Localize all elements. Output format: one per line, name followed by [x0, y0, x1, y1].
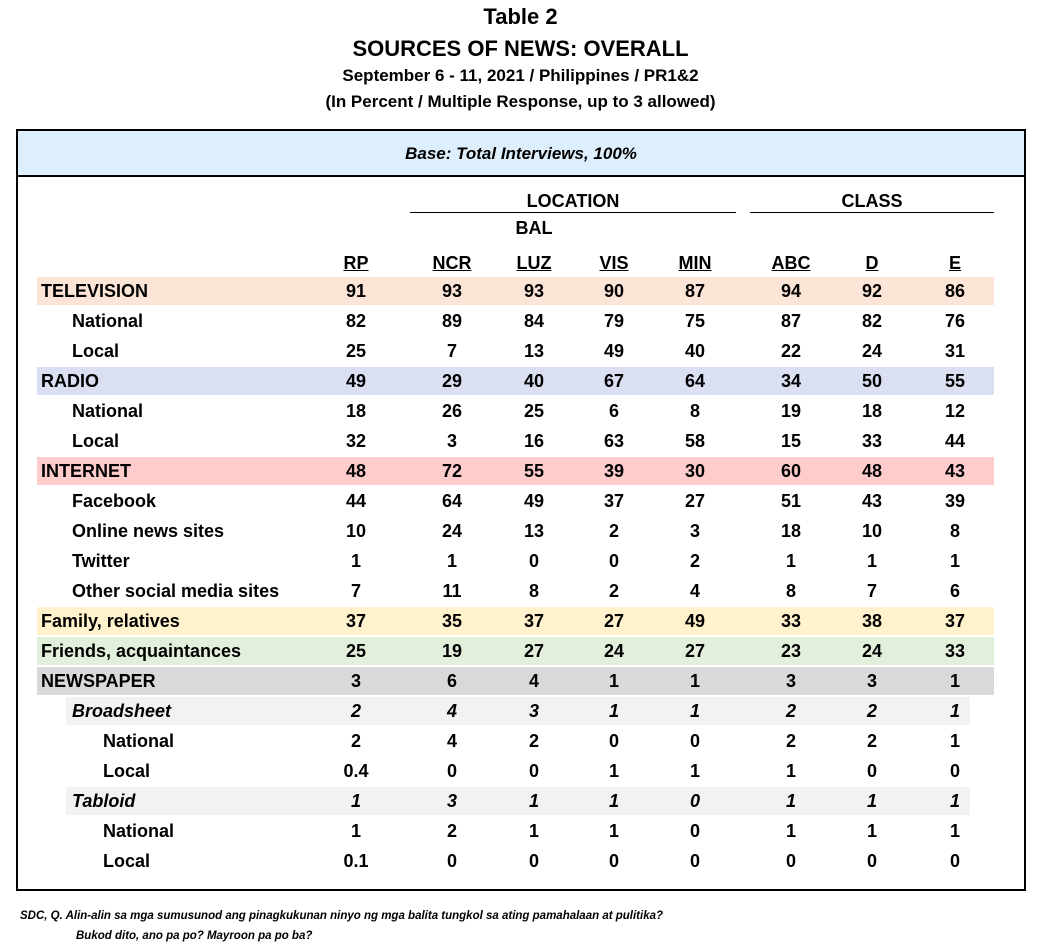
row-label: Friends, acquaintances: [41, 641, 242, 661]
cell-vis: 24: [603, 641, 625, 661]
table-row: [0, 756, 1041, 786]
cell-luz: 0: [528, 851, 539, 871]
cell-rp: 2: [350, 701, 361, 721]
cell-vis: 2: [608, 521, 619, 541]
table-row: [0, 306, 1041, 336]
row-label: Online news sites: [72, 521, 225, 541]
cell-vis: 67: [603, 371, 625, 391]
cell-vis: 2: [608, 581, 619, 601]
cell-ncr: 4: [446, 731, 457, 751]
row-label: Family, relatives: [41, 611, 180, 631]
cell-luz: 0: [528, 551, 539, 571]
cell-vis: 0: [608, 731, 619, 751]
cell-d: 38: [861, 611, 883, 631]
cell-ncr: 89: [441, 311, 463, 331]
cell-luz: 4: [528, 671, 539, 691]
cell-abc: 1: [785, 821, 796, 841]
cell-ncr: 0: [446, 851, 457, 871]
cell-vis: 27: [603, 611, 625, 631]
cell-e: 86: [944, 281, 966, 301]
cell-e: 1: [949, 821, 960, 841]
table-row: [0, 816, 1041, 846]
cell-e: 1: [949, 551, 960, 571]
cell-luz: 93: [523, 281, 545, 301]
cell-d: 43: [861, 491, 883, 511]
cell-ncr: 24: [441, 521, 463, 541]
table-row: [0, 606, 1041, 636]
footnote-probe: Bukod dito, ano pa po? Mayroon pa po ba?: [76, 930, 313, 942]
cell-ncr: 93: [441, 281, 463, 301]
cell-luz: 0: [528, 761, 539, 781]
table-row: [0, 426, 1041, 456]
cell-luz: 2: [528, 731, 539, 751]
cell-e: 8: [949, 521, 960, 541]
cell-d: 24: [861, 341, 883, 361]
cell-ncr: 64: [441, 491, 463, 511]
cell-vis: 39: [603, 461, 625, 481]
cell-luz: 1: [528, 821, 539, 841]
cell-d: 92: [861, 281, 883, 301]
cell-rp: 0.4: [343, 761, 369, 781]
cell-min: 2: [689, 551, 700, 571]
row-label: Local: [72, 341, 120, 361]
row-label: Twitter: [72, 551, 130, 571]
cell-vis: 79: [603, 311, 625, 331]
cell-min: 0: [689, 791, 700, 811]
cell-vis: 49: [603, 341, 625, 361]
cell-e: 0: [949, 851, 960, 871]
cell-vis: 1: [608, 821, 619, 841]
cell-abc: 23: [780, 641, 802, 661]
cell-min: 0: [689, 731, 700, 751]
cell-abc: 1: [785, 761, 796, 781]
cell-luz: 37: [523, 611, 545, 631]
cell-min: 3: [689, 521, 700, 541]
cell-d: 7: [866, 581, 877, 601]
cell-abc: 1: [785, 551, 796, 571]
table-number: Table 2: [483, 4, 558, 29]
cell-rp: 25: [345, 641, 367, 661]
table-row: [0, 636, 1041, 666]
cell-ncr: 1: [446, 551, 457, 571]
cell-vis: 1: [608, 701, 619, 721]
cell-d: 1: [866, 551, 877, 571]
cell-ncr: 6: [446, 671, 457, 691]
cell-e: 1: [949, 731, 960, 751]
column-header-luz: LUZ: [516, 253, 552, 273]
cell-abc: 60: [780, 461, 802, 481]
cell-d: 3: [866, 671, 877, 691]
table-subtitle: September 6 - 11, 2021 / Philippines / PR1&2: [342, 66, 699, 85]
cell-vis: 1: [608, 761, 619, 781]
table-row: [0, 846, 1041, 876]
cell-abc: 18: [780, 521, 802, 541]
cell-min: 40: [684, 341, 706, 361]
cell-min: 64: [684, 371, 706, 391]
cell-min: 4: [689, 581, 700, 601]
cell-rp: 10: [345, 521, 367, 541]
column-header-ncr: NCR: [432, 253, 472, 273]
cell-abc: 8: [785, 581, 796, 601]
cell-rp: 49: [345, 371, 367, 391]
row-label: NEWSPAPER: [41, 671, 156, 691]
cell-luz: 55: [523, 461, 545, 481]
cell-abc: 0: [785, 851, 796, 871]
row-label: Local: [103, 851, 151, 871]
cell-luz: 40: [523, 371, 545, 391]
cell-luz: 1: [528, 791, 539, 811]
cell-abc: 22: [780, 341, 802, 361]
cell-luz: 3: [528, 701, 539, 721]
cell-e: 44: [944, 431, 966, 451]
row-label: TELEVISION: [41, 281, 149, 301]
cell-e: 43: [944, 461, 966, 481]
cell-d: 1: [866, 821, 877, 841]
cell-luz: 49: [523, 491, 545, 511]
cell-min: 27: [684, 641, 706, 661]
table-row: [0, 696, 1041, 726]
cell-rp: 7: [350, 581, 361, 601]
cell-rp: 1: [350, 551, 361, 571]
cell-vis: 1: [608, 671, 619, 691]
table-title: SOURCES OF NEWS: OVERALL: [352, 36, 689, 61]
cell-e: 39: [944, 491, 966, 511]
cell-ncr: 19: [441, 641, 463, 661]
table-row: [0, 456, 1041, 486]
cell-d: 0: [866, 761, 877, 781]
cell-d: 2: [866, 731, 877, 751]
table-row: [0, 336, 1041, 366]
base-banner: Base: Total Interviews, 100%: [18, 131, 1024, 177]
table-row: [0, 396, 1041, 426]
cell-vis: 0: [608, 851, 619, 871]
cell-abc: 1: [785, 791, 796, 811]
cell-e: 55: [944, 371, 966, 391]
column-header-vis: VIS: [599, 253, 629, 273]
cell-d: 1: [866, 791, 877, 811]
cell-d: 48: [861, 461, 883, 481]
cell-min: 0: [689, 821, 700, 841]
cell-luz: 25: [523, 401, 545, 421]
cell-rp: 1: [350, 821, 361, 841]
cell-ncr: 3: [446, 431, 457, 451]
cell-e: 1: [949, 701, 960, 721]
cell-vis: 37: [603, 491, 625, 511]
column-header-e: E: [948, 253, 961, 273]
cell-abc: 51: [780, 491, 802, 511]
cell-d: 0: [866, 851, 877, 871]
cell-ncr: 29: [441, 371, 463, 391]
cell-e: 12: [944, 401, 966, 421]
cell-min: 1: [689, 761, 700, 781]
cell-abc: 34: [780, 371, 802, 391]
cell-e: 6: [949, 581, 960, 601]
column-header-rp: RP: [343, 253, 369, 273]
cell-rp: 0.1: [343, 851, 369, 871]
cell-min: 8: [689, 401, 700, 421]
cell-luz: 13: [523, 521, 545, 541]
cell-vis: 0: [608, 551, 619, 571]
column-header-bal: BAL: [515, 218, 553, 238]
cell-e: 1: [949, 671, 960, 691]
cell-abc: 87: [780, 311, 802, 331]
cell-e: 0: [949, 761, 960, 781]
cell-abc: 15: [780, 431, 802, 451]
cell-min: 27: [684, 491, 706, 511]
cell-d: 50: [861, 371, 883, 391]
cell-d: 2: [866, 701, 877, 721]
cell-d: 10: [861, 521, 883, 541]
table-row: [0, 576, 1041, 606]
cell-rp: 91: [345, 281, 367, 301]
cell-rp: 18: [345, 401, 367, 421]
row-label: Local: [72, 431, 120, 451]
table-row: [0, 666, 1041, 696]
cell-luz: 16: [523, 431, 545, 451]
group-class-rule: [750, 212, 994, 213]
row-label: Tabloid: [72, 791, 136, 811]
cell-ncr: 11: [442, 581, 462, 601]
cell-rp: 1: [350, 791, 361, 811]
cell-abc: 2: [785, 731, 796, 751]
row-label: National: [103, 821, 175, 841]
cell-ncr: 35: [441, 611, 463, 631]
cell-ncr: 4: [446, 701, 457, 721]
cell-abc: 3: [785, 671, 796, 691]
row-label: National: [103, 731, 175, 751]
row-label: Broadsheet: [72, 701, 172, 721]
cell-abc: 19: [780, 401, 802, 421]
cell-luz: 13: [523, 341, 545, 361]
column-header-min: MIN: [678, 253, 712, 273]
cell-d: 18: [861, 401, 883, 421]
cell-luz: 84: [523, 311, 545, 331]
cell-e: 37: [944, 611, 966, 631]
cell-rp: 82: [345, 311, 367, 331]
cell-vis: 63: [603, 431, 625, 451]
table-row: [0, 726, 1041, 756]
cell-ncr: 72: [441, 461, 463, 481]
cell-min: 30: [684, 461, 706, 481]
cell-rp: 25: [345, 341, 367, 361]
table-row: [0, 516, 1041, 546]
cell-vis: 1: [608, 791, 619, 811]
cell-min: 58: [684, 431, 706, 451]
cell-e: 1: [949, 791, 960, 811]
row-label: Other social media sites: [72, 581, 280, 601]
cell-ncr: 26: [441, 401, 463, 421]
cell-rp: 37: [345, 611, 367, 631]
table-note: (In Percent / Multiple Response, up to 3 allowed): [325, 92, 716, 111]
cell-d: 82: [861, 311, 883, 331]
footnote-question: SDC, Q. Alin-alin sa mga sumusunod ang pinagkukunan ninyo ng mga balita tungkol sa ating pamahalaan at pulitika?: [20, 910, 664, 922]
cell-min: 0: [689, 851, 700, 871]
cell-vis: 6: [608, 401, 619, 421]
cell-ncr: 7: [446, 341, 457, 361]
cell-min: 75: [684, 311, 706, 331]
cell-ncr: 2: [446, 821, 457, 841]
table-row: [0, 486, 1041, 516]
cell-rp: 3: [350, 671, 361, 691]
cell-ncr: 3: [446, 791, 457, 811]
column-header-abc: ABC: [771, 253, 811, 273]
cell-min: 49: [684, 611, 706, 631]
cell-e: 33: [944, 641, 966, 661]
table-row: [0, 786, 1041, 816]
group-location: LOCATION: [526, 191, 620, 211]
cell-rp: 44: [345, 491, 367, 511]
cell-e: 31: [944, 341, 966, 361]
row-label: Local: [103, 761, 151, 781]
row-label: Facebook: [72, 491, 157, 511]
cell-min: 1: [689, 701, 700, 721]
cell-vis: 90: [603, 281, 625, 301]
group-class: CLASS: [841, 191, 903, 211]
row-label: RADIO: [41, 371, 99, 391]
row-label: National: [72, 401, 144, 421]
column-header-d: D: [865, 253, 879, 273]
cell-luz: 8: [528, 581, 539, 601]
cell-rp: 2: [350, 731, 361, 751]
cell-d: 33: [861, 431, 883, 451]
cell-abc: 94: [780, 281, 802, 301]
group-location-rule: [410, 212, 736, 213]
cell-abc: 2: [785, 701, 796, 721]
table-row: [0, 276, 1041, 306]
cell-ncr: 0: [446, 761, 457, 781]
cell-e: 76: [944, 311, 966, 331]
row-label: National: [72, 311, 144, 331]
cell-d: 24: [861, 641, 883, 661]
cell-min: 87: [684, 281, 706, 301]
row-label: INTERNET: [41, 461, 131, 481]
cell-abc: 33: [780, 611, 802, 631]
table-row: [0, 546, 1041, 576]
cell-luz: 27: [523, 641, 545, 661]
cell-min: 1: [689, 671, 700, 691]
table-row: [0, 366, 1041, 396]
cell-rp: 32: [345, 431, 367, 451]
cell-rp: 48: [345, 461, 367, 481]
